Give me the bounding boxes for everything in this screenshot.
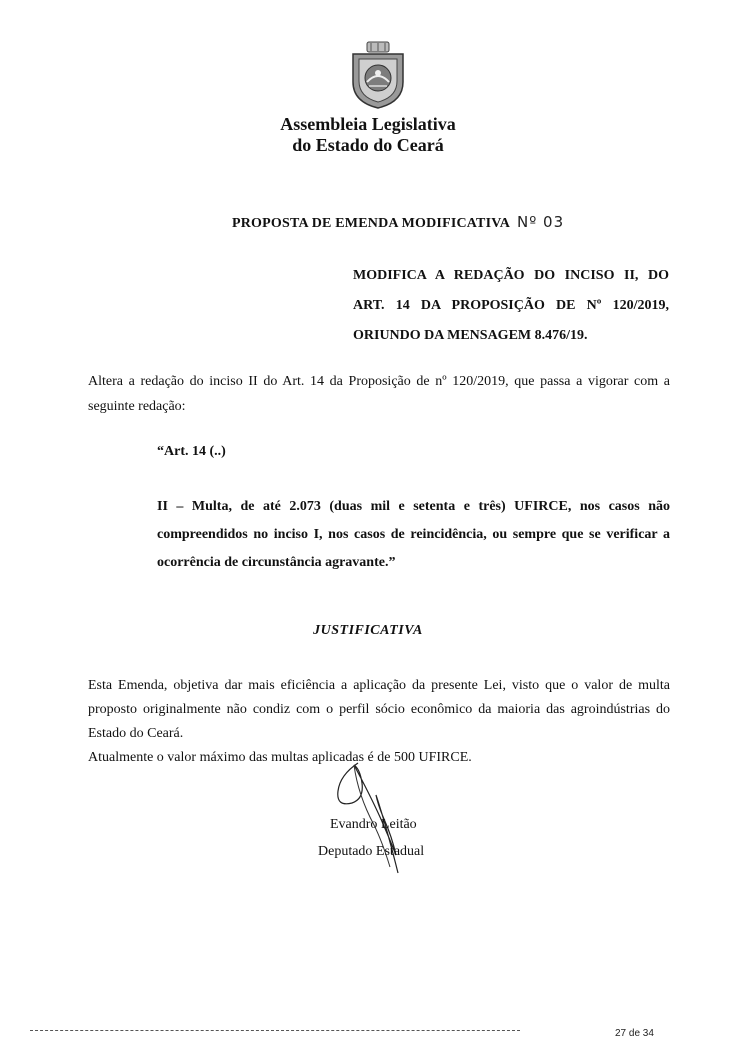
page-number: 27 de 34 bbox=[615, 1028, 654, 1039]
state-coat-of-arms bbox=[347, 40, 409, 110]
justificativa-title: JUSTIFICATIVA bbox=[313, 623, 423, 638]
signatory-name: Evandro Leitão bbox=[330, 817, 417, 832]
article-heading: “Art. 14 (..) bbox=[157, 444, 226, 459]
ementa-line: ORIUNDO DA MENSAGEM 8.476/19. bbox=[353, 328, 588, 343]
inciso-text: II – Multa, de até 2.073 (duas mil e setenta e três) UFIRCE, nos casos não compreendidos no inciso I, nos casos de reincidência, ou sempre que se verificar a ocorrência de circunstância agravante.” bbox=[157, 499, 670, 570]
justificativa-paragraph-2: Atualmente o valor máximo das multas aplicadas é de 500 UFIRCE. bbox=[88, 750, 472, 765]
institution-name: Assembleia Legislativa bbox=[280, 114, 456, 134]
ementa-line: ART. 14 DA PROPOSIÇÃO DE Nº 120/2019, bbox=[353, 298, 669, 313]
intro-paragraph: Altera a redação do inciso II do Art. 14 da Proposição de nº 120/2019, que passa a vigorar com a seguinte redação: bbox=[88, 374, 670, 414]
ementa-block bbox=[353, 261, 669, 351]
footer-divider bbox=[30, 1030, 520, 1031]
ementa-line: MODIFICA A REDAÇÃO DO INCISO II, DO bbox=[353, 268, 669, 283]
institution-name-line2: do Estado do Ceará bbox=[292, 135, 444, 155]
handwritten-number: Nº 03 bbox=[517, 213, 565, 231]
document-title bbox=[232, 213, 564, 232]
proposta-title: PROPOSTA DE EMENDA MODIFICATIVA bbox=[232, 216, 510, 231]
justificativa-paragraph: Esta Emenda, objetiva dar mais eficiência a aplicação da presente Lei, visto que o valor de multa proposto originalmente não condiz com o perfil sócio econômico da maioria das agroindústrias do Estado do Ceará. bbox=[88, 678, 670, 741]
signatory-role: Deputado Estadual bbox=[318, 844, 425, 859]
